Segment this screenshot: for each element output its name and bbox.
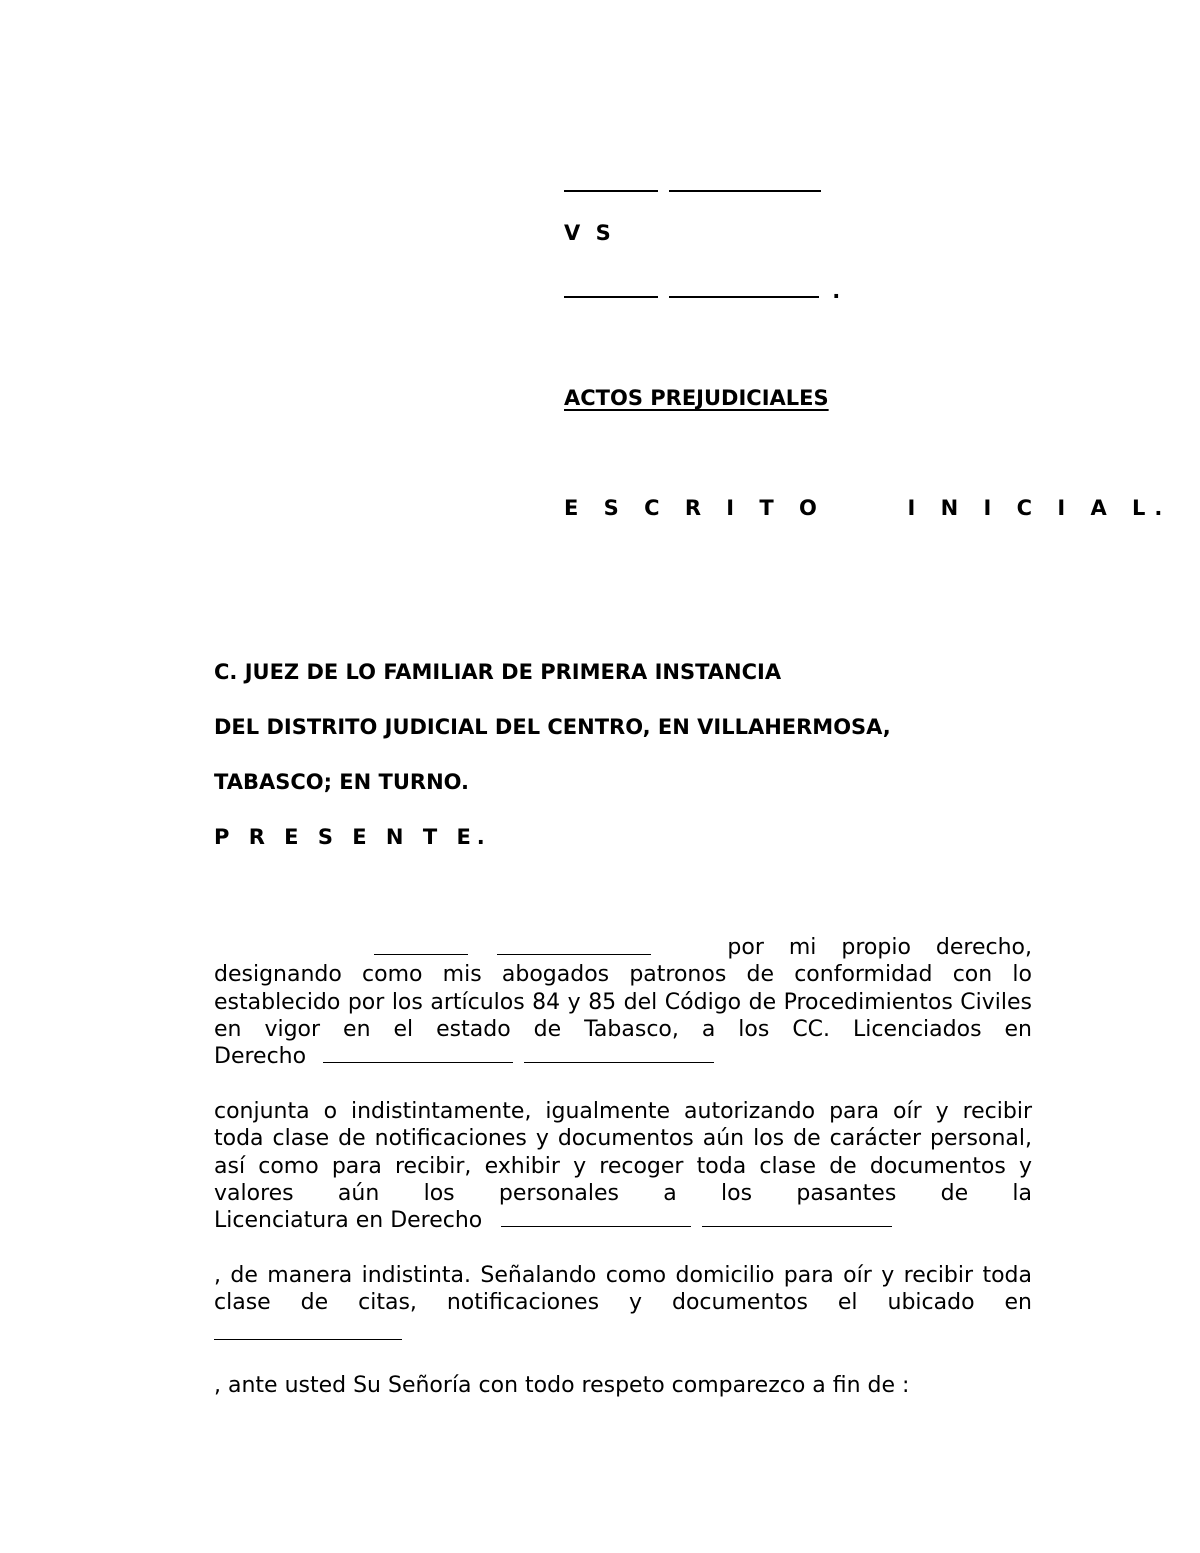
paragraph-2-tail: Licenciatura en Derecho [214,1208,483,1234]
paragraph-2 [214,1098,1032,1234]
addressee-line-3: TABASCO; EN TURNO. [214,770,470,794]
defendant-first-blank [564,276,658,298]
document-type [564,496,1171,520]
document-type-text: E S C R I T O I N I C I A L. [564,496,1172,520]
petitioner-last-blank [497,934,651,955]
addressee-line-2: DEL DISTRITO JUDICIAL DEL CENTRO, EN VILLAHERMOSA, [214,715,891,739]
lawyer-2-blank [524,1046,714,1063]
addressee-line-4: P R E S E N T E. [214,825,491,849]
defendant-name-blanks [564,276,840,306]
plaintiff-last-blank [669,170,821,192]
paragraph-1-text: designando como mis abogados patronos de conformidad con lo establecido por los artículos 84 y 85 del Código de Procedimientos Civiles en vigor en el estado de Tabasco, a los CC. Licenciados en [214,962,1032,1042]
versus-label: V S [564,221,615,245]
paragraph-1 [214,934,1032,1070]
paragraph-1-lead: por mi propio derecho, [727,935,1032,960]
section-title: ACTOS PREJUDICIALES [564,386,829,410]
petitioner-first-blank [374,934,468,955]
paragraph-4: , ante usted Su Señoría con todo respeto comparezco a fin de : [214,1373,910,1398]
intern-1-blank [501,1210,691,1227]
address-blank [214,1317,402,1340]
addressee-line-1: C. JUEZ DE LO FAMILIAR DE PRIMERA INSTANCIA [214,660,782,684]
paragraph-1-tail: Derecho [214,1044,307,1070]
defendant-end-mark: . [832,279,841,303]
plaintiff-first-blank [564,170,658,192]
intern-2-blank [702,1210,892,1227]
paragraph-3 [214,1262,1032,1347]
paragraph-1-tail-line [214,1043,1032,1070]
paragraph-2-text: conjunta o indistintamente, igualmente autorizando para oír y recibir toda clase de notificaciones y documentos aún los de carácter personal, así como para recibir, exhibir y recoger toda clase de documentos y valores aún los personales a los pasantes de la [214,1099,1032,1206]
defendant-last-blank [669,276,819,298]
lawyer-1-blank [323,1046,513,1063]
address-blank-line [214,1317,1032,1347]
plaintiff-name-blanks [564,170,821,200]
paragraph-3-text: , de manera indistinta. Señalando como domicilio para oír y recibir toda clase de citas, notificaciones y documentos el ubicado en [214,1263,1032,1316]
paragraph-1-lead-line [214,934,1032,961]
paragraph-2-tail-line [214,1207,1032,1234]
